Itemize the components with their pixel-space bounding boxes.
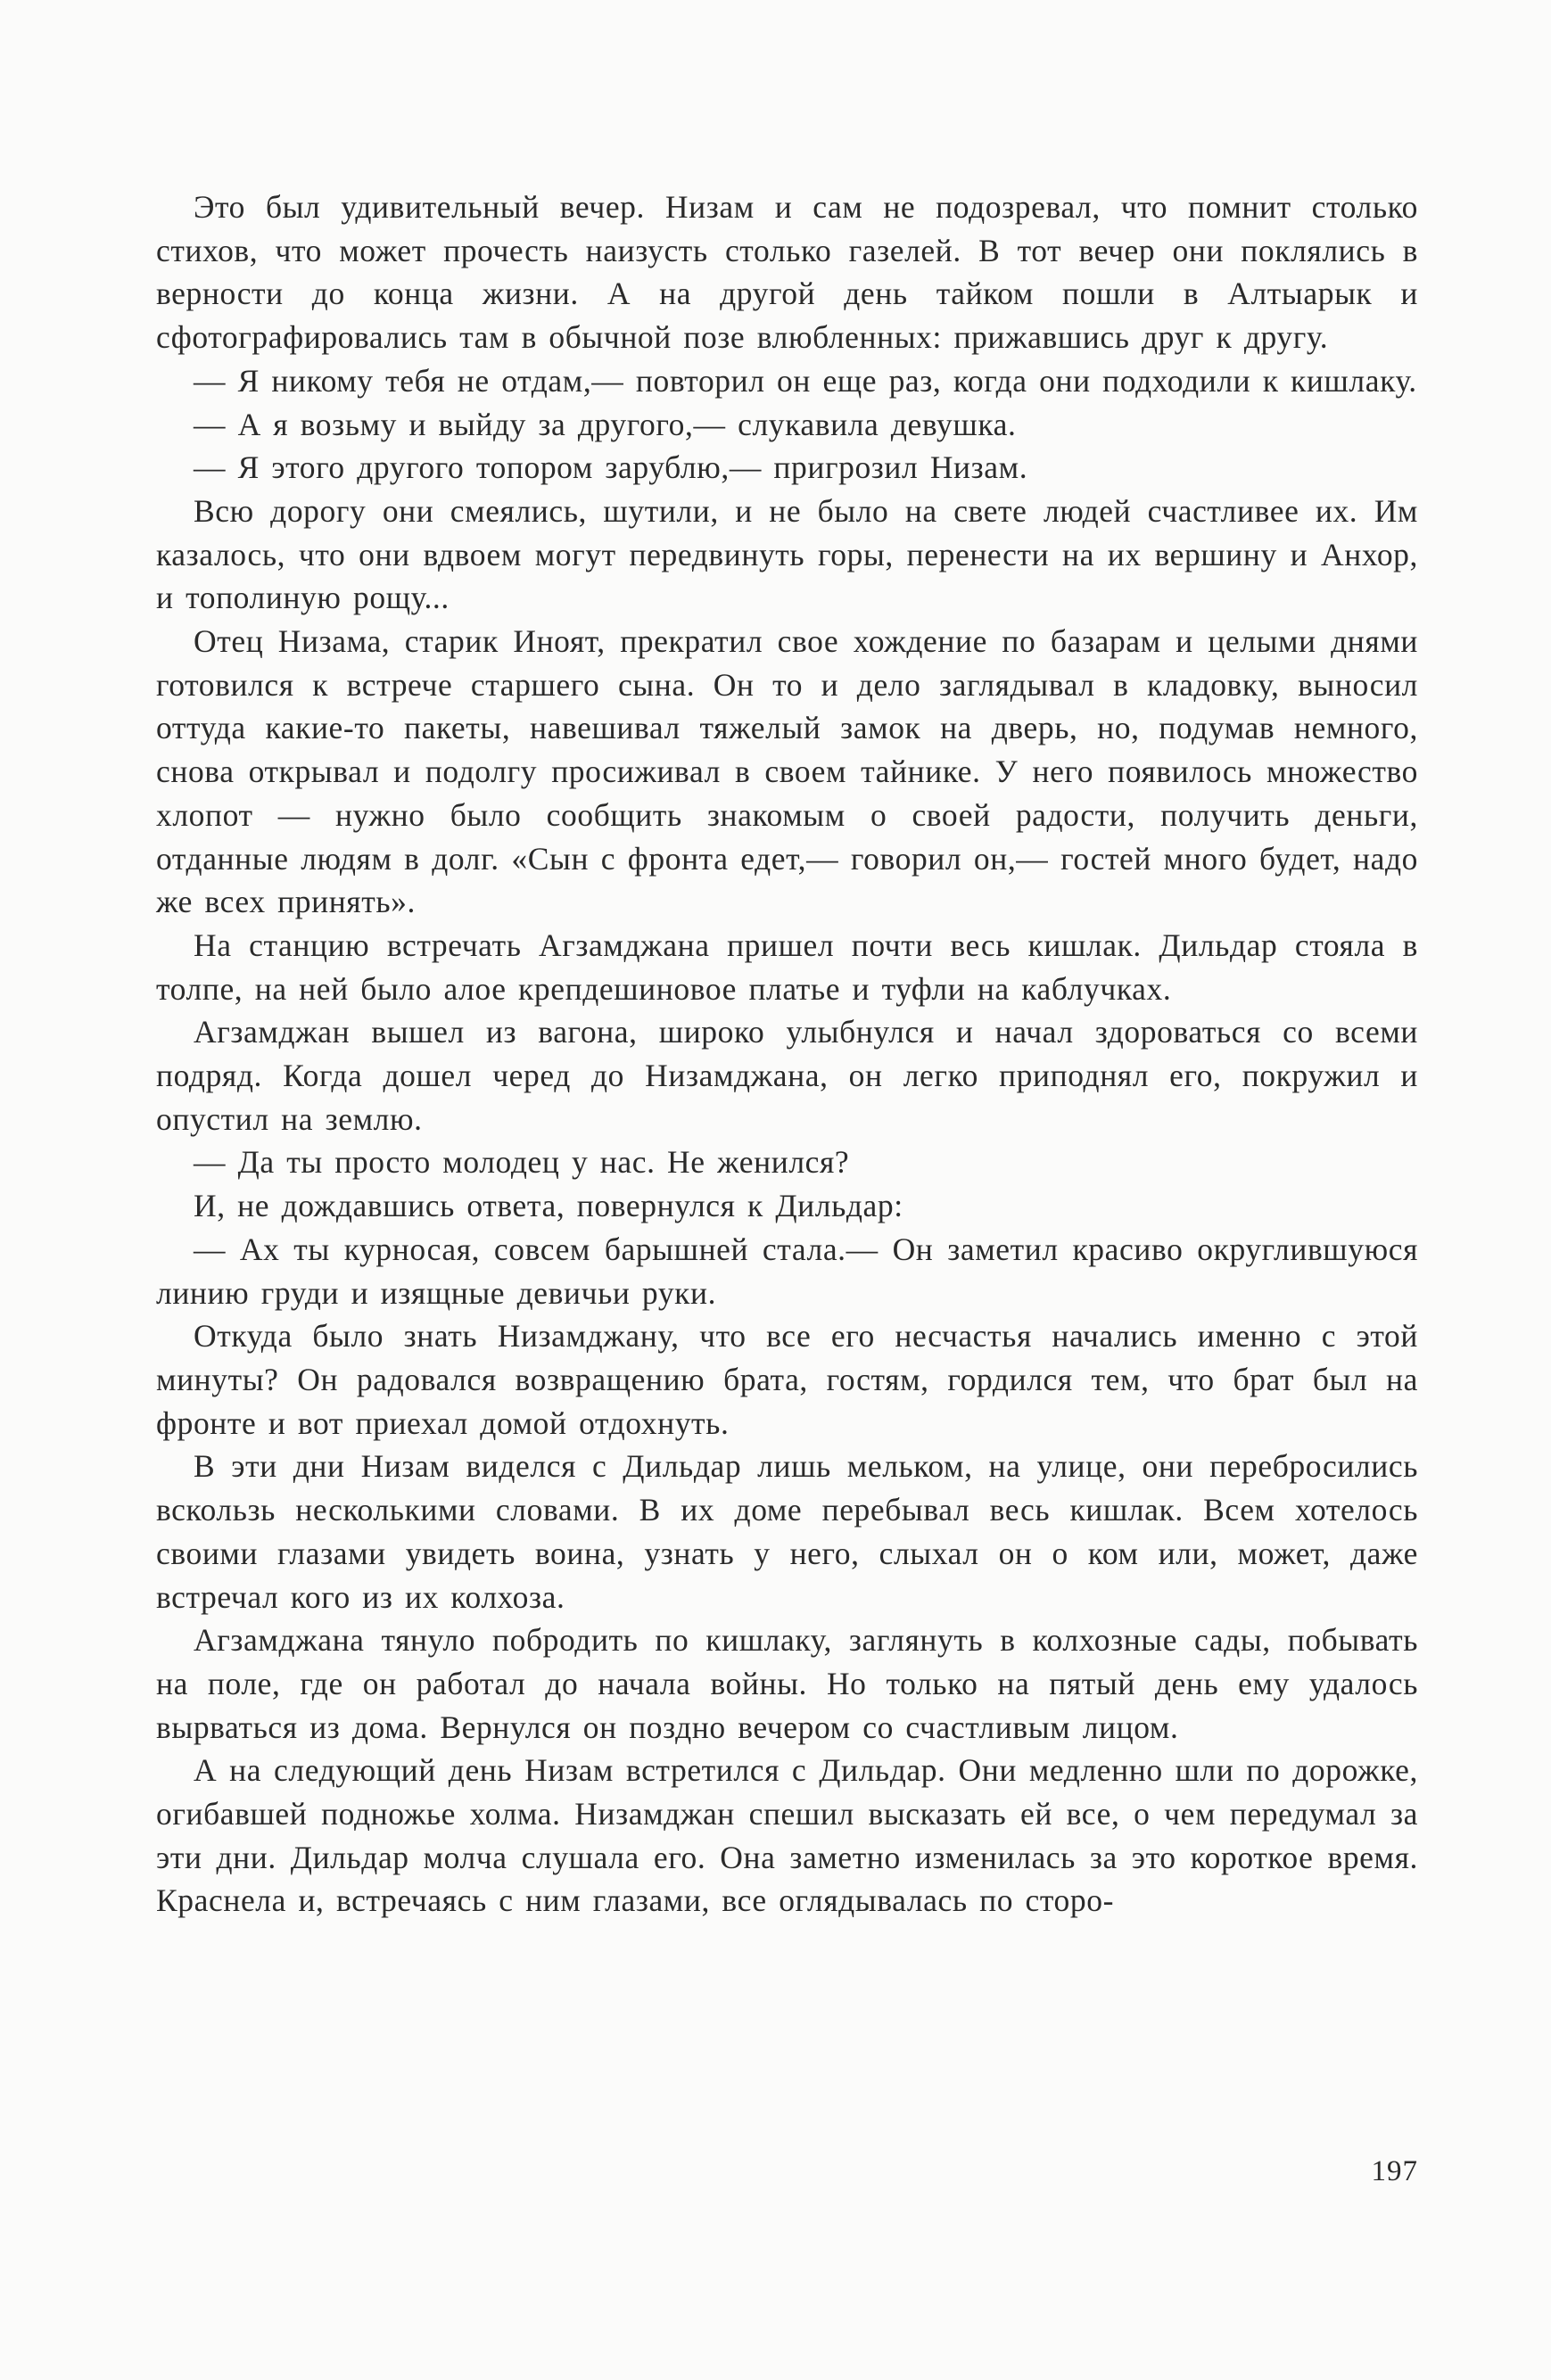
paragraph: Откуда было знать Низамджану, что все его несчастья начались именно с этой минуты? Он радовался возвращению брата, гостям, гордился тем, что брат был на фронте и вот приехал домой отдохнуть. bbox=[156, 1318, 1418, 1441]
paragraph: Это был удивительный вечер. Низам и сам не подозревал, что помнит столько стихов, что может прочесть наизусть столько газелей. В тот вечер они поклялись в верности до конца жизни. А на другой день тайком пошли в Алтыарык и сфотографировались там в обычной позе влюбленных: прижавшись друг к другу. bbox=[156, 189, 1418, 356]
paragraph: — Я никому тебя не отдам,— повторил он еще раз, когда они подходили к кишлаку. bbox=[194, 362, 1417, 399]
paragraph: Агзамджана тянуло побродить по кишлаку, заглянуть в колхозные сады, побывать на поле, где он работал до начала войны. Но только на пятый день ему удалось вырваться из дома. Вернулся он поздно вечером со счастливым лицом. bbox=[156, 1622, 1418, 1745]
paragraph: Агзамджан вышел из вагона, широко улыбнулся и начал здороваться со всеми подряд. Когда дошел черед до Низамджана, он легко приподнял его, покружил и опустил на землю. bbox=[156, 1014, 1418, 1137]
paragraph: В эти дни Низам виделся с Дильдар лишь мельком, на улице, они перебросились вскользь несколькими словами. В их доме перебывал весь кишлак. Всем хотелось своими глазами увидеть воина, узнать у него, слыхал он о ком или, может, даже встречал кого из их колхоза. bbox=[156, 1448, 1418, 1615]
paragraph: — Да ты просто молодец у нас. Не женился? bbox=[194, 1144, 850, 1181]
body-text bbox=[156, 185, 1418, 1923]
paragraph: Отец Низама, старик Иноят, прекратил свое хождение по базарам и целыми днями готовился к встрече старшего сына. Он то и дело заглядывал в кладовку, выносил оттуда какие-то пакеты, навешивал тяжелый замок на дверь, но, подумав немного, снова открывал и подолгу просиживал в своем тайнике. У него появилось множество хлопот — нужно было сообщить знакомым о своей радости, получить деньги, отданные людям в долг. «Сын с фронта едет,— говорил он,— гостей много будет, надо же всех принять». bbox=[156, 623, 1418, 920]
paragraph: — Ах ты курносая, совсем барышней стала.— Он заметил красиво округлившуюся линию груди и изящные девичьи руки. bbox=[156, 1231, 1418, 1311]
page-number: 197 bbox=[1371, 2155, 1418, 2187]
paragraph: Всю дорогу они смеялись, шутили, и не было на свете людей счастливее их. Им казалось, что они вдвоем могут передвинуть горы, перенести на их вершину и Анхор, и тополиную рощу... bbox=[156, 492, 1418, 616]
paragraph: На станцию встречать Агзамджана пришел почти весь кишлак. Дильдар стояла в толпе, на ней было алое крепдешиновое платье и туфли на каблучках. bbox=[156, 926, 1418, 1007]
paragraph: И, не дождавшись ответа, повернулся к Дильдар: bbox=[194, 1188, 903, 1224]
paragraph: — А я возьму и выйду за другого,— слукавила девушка. bbox=[194, 406, 1017, 442]
paragraph: — Я этого другого топором зарублю,— пригрозил Низам. bbox=[194, 449, 1028, 486]
paragraph: А на следующий день Низам встретился с Дильдар. Они медленно шли по дорожке, огибавшей подножье холма. Низамджан спешил высказать ей все, о чем передумал за эти дни. Дильдар молча слушала его. Она заметно изменилась за это короткое время. Краснела и, встречаясь с ним глазами, все оглядывалась по сторо- bbox=[156, 1752, 1418, 1919]
